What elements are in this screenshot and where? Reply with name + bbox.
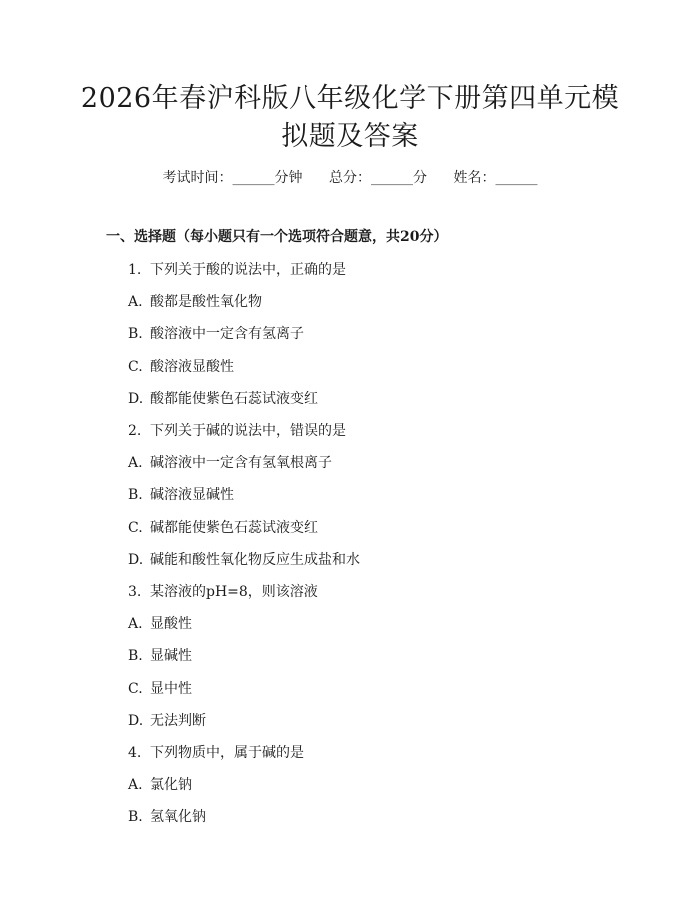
option-1-d — [128, 389, 318, 409]
option-2-b — [128, 485, 234, 505]
option-letter: D. — [128, 551, 144, 568]
total-score-field: 总分：______分 — [329, 170, 427, 186]
question-number: 4. — [128, 745, 142, 761]
option-3-d — [128, 711, 206, 731]
question-text: 某溶液的pH=8，则该溶液 — [150, 584, 318, 600]
option-letter: D. — [128, 390, 144, 407]
option-2-a — [128, 453, 332, 473]
option-text: 碱能和酸性氧化物反应生成盐和水 — [150, 551, 360, 568]
option-letter: C. — [128, 519, 143, 536]
option-letter: C. — [128, 358, 143, 375]
option-letter: B. — [128, 648, 143, 665]
option-text: 显酸性 — [150, 616, 192, 633]
option-text: 酸都能使紫色石蕊试液变红 — [150, 390, 318, 407]
option-text: 显中性 — [150, 680, 192, 697]
option-text: 碱溶液中一定含有氢氧根离子 — [150, 455, 332, 472]
option-2-c — [128, 518, 318, 538]
option-3-c — [128, 679, 192, 699]
option-4-b — [128, 807, 206, 827]
option-text: 酸都是酸性氧化物 — [150, 294, 262, 311]
option-letter: A. — [128, 294, 143, 311]
option-1-b — [128, 324, 304, 344]
option-text: 酸溶液中一定含有氢离子 — [150, 326, 304, 343]
student-name-field: 姓名：______ — [453, 170, 538, 186]
option-3-a — [128, 614, 192, 634]
question-number: 3. — [128, 584, 142, 600]
option-text: 氢氧化钠 — [150, 809, 206, 826]
option-text: 酸溶液显酸性 — [150, 358, 234, 375]
question-3 — [128, 582, 318, 602]
option-text: 无法判断 — [150, 712, 206, 729]
question-number: 1. — [128, 262, 142, 278]
option-text: 氯化钠 — [150, 777, 192, 794]
option-letter: C. — [128, 680, 143, 697]
question-1 — [128, 260, 346, 280]
option-letter: A. — [128, 616, 143, 633]
option-letter: B. — [128, 326, 143, 343]
question-text: 下列关于酸的说法中，正确的是 — [150, 262, 346, 278]
option-text: 显碱性 — [150, 648, 192, 665]
document-title-line-1: 2026年春沪科版八年级化学下册第四单元模 — [80, 83, 620, 114]
option-letter: A. — [128, 455, 143, 472]
option-text: 碱都能使紫色石蕊试液变红 — [150, 519, 318, 536]
exam-time-field: 考试时间：______分钟 — [162, 170, 303, 186]
option-letter: D. — [128, 712, 144, 729]
question-text: 下列关于碱的说法中，错误的是 — [150, 423, 346, 439]
document-title-line-2: 拟题及答案 — [281, 121, 419, 152]
question-text: 下列物质中，属于碱的是 — [150, 745, 304, 761]
option-3-b — [128, 646, 192, 666]
question-number: 2. — [128, 423, 142, 439]
option-letter: A. — [128, 777, 143, 794]
question-2 — [128, 421, 346, 441]
section-heading: 一、选择题（每小题只有一个选项符合题意，共20分） — [106, 229, 448, 245]
option-1-a — [128, 292, 262, 312]
option-letter: B. — [128, 487, 143, 504]
option-1-c — [128, 357, 234, 377]
option-letter: B. — [128, 809, 143, 826]
option-text: 碱溶液显碱性 — [150, 487, 234, 504]
option-2-d — [128, 550, 360, 570]
question-4 — [128, 743, 304, 763]
option-4-a — [128, 775, 192, 795]
